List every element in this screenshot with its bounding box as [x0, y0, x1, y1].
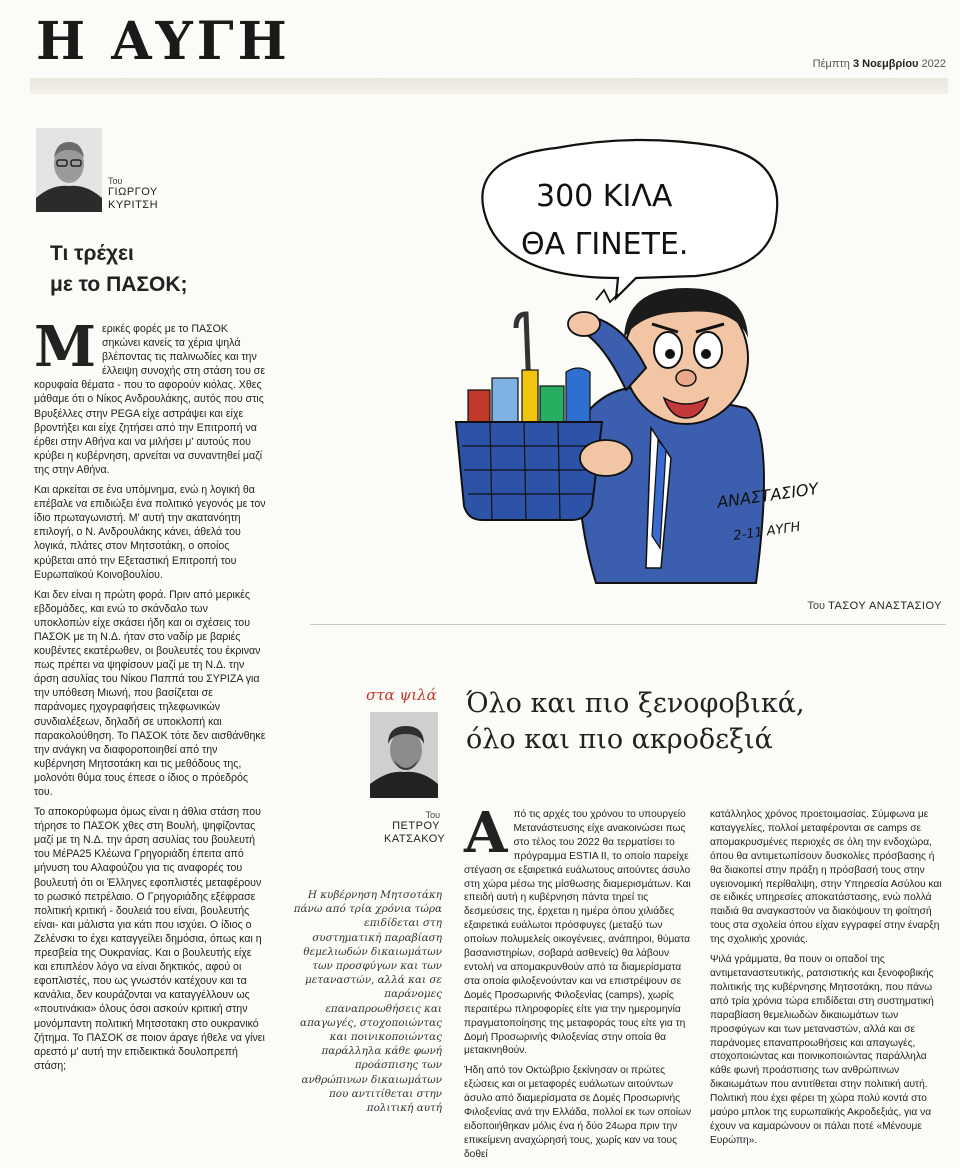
byline-kyritsis [108, 176, 158, 212]
issue-date [813, 58, 946, 70]
speech-bubble-shape [482, 140, 777, 298]
cartoon-credit [807, 600, 942, 612]
issue-day: Πέμπτη [812, 58, 850, 70]
right-col1-paragraph-1-text: πό τις αρχές του χρόνου το υπουργείο Μετανάστευσης είχε ανακοινώσει πως στο τέλος του 2022 θα τερματίσει το πρόγραμμα ESTIA II, το οποίο παρείχε στέγαση σε εξαιρετικά ευάλωτους αιτούντες άσυλο στη χώρα μέσω της μίσθωσης διαμερισμάτων. Και επειδή αυτή η κυβέρνηση πάντα τηρεί τις δεσμεύσεις της, έρχεται η ημέρα όπου χιλιάδες εξαιρετικά ευάλωτοι πρόσφυγες (μεταξύ των οποίων πολυμελείς οικογένειες, ανάπηροι, θύματα βασανιστηρίων, σοβαρά ασθενείς) θα λάβουν εντολή να απομακρυνθούν από τα διαμερίσματα στα οποία φιλοξενούνταν και να επιστρέψουν σε Δομές Προσωρινής Φιλοξενίας (camps), χωρίς περαιτέρω πληροφορίες είτε για την ημερομηνία πραγματοποίησης της μεταφοράς τους είτε για τη Δομή Προσωρινής Φιλοξενίας στην οποία θα μετακινηθούν. [464, 809, 691, 1057]
left-paragraph-3: Και δεν είναι η πρώτη φορά. Πριν από μερικές εβδομάδες, και ενώ το σκάνδαλο των υποκλοπών είχε σκάσει ήδη και οι σχέσεις του ΠΑΣΟΚ με τη Ν.Δ. ήταν στο ναδίρ με βαριές κουβέντες εκατέρωθεν, οι βουλευτές του έκριναν πως πρέπει να ψηφίσουν μαζί με τη Ν.Δ. την άρση ασυλίας του Νίκου Παππά του ΣΥΡΙΖΑ για την υπόθεση Μιωνή, που βασίζεται σε παράνομες ηχογραφήσεις τηλεφωνικών συνδιαλέξεων, δηλαδή σε υποκλοπή και παρακολούθηση. Το ΠΑΣΟΚ τότε δεν αισθάνθηκε την ανάγκη να διαφοροποιηθεί από την κυβέρνηση Μητσοτάκη και τις μεθόδους της, μολονότι θύμα τους έπεσε ο ίδιος ο πρόεδρός του. [34, 588, 266, 798]
left-paragraph-2: Και αρκείται σε ένα υπόμνημα, ενώ η λογική θα επέβαλε να επιδιώξει ένα πολιτικό γεγονός με τον ίδιο πρωταγωνιστή. Μ' αυτή την ακατανόητη επιλογή, ο Ν. Ανδρουλάκης κάνει, άθελά του λογικά, πλάτες στον Μητσοτάκη, ο οποίος κρύβεται από την Εξεταστική Επιτροπή του Ευρωπαϊκού Κοινοβουλίου. [34, 484, 266, 581]
author-photo-kyritsis [36, 128, 102, 212]
issue-day-month: 3 Νοεμβρίου [852, 58, 919, 70]
cartoon-drawing [446, 128, 826, 588]
right-article-column-1 [464, 800, 698, 1168]
issue-year: 2022 [921, 58, 946, 70]
right-col1-paragraph-2: Ήδη από τον Οκτώβριο ξεκίνησαν οι πρώτες εξώσεις και οι μεταφορές ευάλωτων αιτούντων άσυλο από διαμερίσματα σε Δομές Προσωρινής Φιλοξενίας ανά την Ελλάδα, πολλοί εκ των οποίων ειδοποιήθηκαν μόλις ένα ή δύο 24ωρα πριν την επικείμενη αναχώρησή τους, χωρίς καν να τους δοθεί [464, 1065, 692, 1160]
right-headline [466, 686, 805, 758]
byline-name-last: ΚΑΤΣΑΚΟΥ [384, 833, 446, 845]
right-headline-line1: Όλο και πιο ξενοφοβικά, [466, 688, 805, 719]
speech-line-2: ΘΑ ΓΙΝΕΤΕ. [521, 227, 689, 262]
right-dropcap: Α [464, 800, 508, 866]
author-portrait-icon [370, 712, 438, 798]
speech-line-1: 300 ΚΙΛΑ [536, 179, 673, 214]
left-article-body [34, 314, 266, 1079]
masthead-bar [30, 78, 948, 94]
left-headline-line2: με το ΠΑΣΟΚ; [50, 273, 188, 296]
left-paragraph-1 [34, 314, 266, 477]
right-col2-paragraph-2: Ψιλά γράμματα, θα πουν οι οπαδοί της αντιμεταναστευτικής, ρατσιστικής και ξενοφοβικής πολιτικής της κυβέρνησης Μητσοτάκη, που πάνω από τρία χρόνια τώρα επιδίδεται στη συστηματική παραβίαση θεμελιωδών δικαιωμάτων των προσφύγων και των μεταναστών, αλλά και σε παράνομες επαναπροωθήσεις και απαγωγές, στοχοποιώντας και ποινικοποιώντας παράλληλα κάθε φωνή προάσπισης των ανθρώπινων δικαιωμάτων που αντιτίθεται στην πολιτική αυτή. Πολιτική που έχει φέρει τη χώρα πολύ κοντά στο μαύρο μπλοκ της ευρωπαϊκής Ακροδεξιάς, για να έχουν να καμαρώνουν οι πάλαι ποτέ «Μένουμε Ευρώπη». [710, 954, 934, 1146]
pull-quote: Η κυβέρνηση Μητσοτάκη πάνω από τρία χρόνια τώρα επιδίδεται στη συστηματική παραβίαση θεμελιωδών δικαιωμάτων των προσφύγων και των μεταναστών, αλλά και σε παράνομες επαναπροωθήσεις και απαγωγές, στοχοποιώντας και ποινικοποιώντας παράλληλα κάθε φωνή προάσπισης των ανθρώπινων δικαιωμάτων που αντιτίθεται στην πολιτική αυτή [293, 889, 442, 1115]
left-paragraph-1-text: ερικές φορές με το ΠΑΣΟΚ σηκώνει κανείς τα χέρια ψηλά βλέποντας τις παλινωδίες και την έλλειψη συνοχής στη στάση του σε κορυφαία θέματα - που το αφορούν κιόλας. Χθες μάθαμε ότι ο Νίκος Ανδρουλάκης, αυτός που στις Βρυξέλλες στην PEGA είχε αστράψει και είχε βροντήξει και είχε ζητήσει από την Επιτροπή να έρθει στην Αθήνα και να μιλήσει μ' αυτούς που κρύβει η κυβέρνηση, αρνείται να συναντηθεί μαζί της στην Αθήνα. [34, 323, 266, 476]
byline-prefix: Του [108, 176, 123, 186]
byline-name-last: ΚΥΡΙΤΣΗ [108, 199, 159, 211]
masthead-title: Η ΑΥΓΗ [36, 11, 291, 72]
cartoon-signature-sub: 2-11 ΑΥΓΗ [732, 519, 802, 544]
left-paragraph-4: Το αποκορύφωμα όμως είναι η άθλια στάση που τήρησε το ΠΑΣΟΚ χθες στη Βουλή, ψηφίζοντας μαζί με τη Ν.Δ. την άρση ασυλίας του βουλευτή του ΜέΡΑ25 Κλέωνα Γρηγοριάδη έπειτα από μήνυση του Αλαφούζου για τις αναφορές του βουλευτή ότι οι Έλληνες εφοπλιστές μεταφέρουν το ρωσικό πετρέλαιο. Ο Γρηγοριάδης εξέφρασε πολιτική κριτική - δουλειά του είναι, βουλευτής είναι- και μάλιστα για κάτι που ισχύει. Ο ίδιος ο Ζελένσκι το έχει καταγγείλει δημόσια, όπως και η πρεσβεία της Ουκρανίας. Και ο βουλευτής είχε και επιπλέον λόγο να είναι δηκτικός, αφού οι εφοπλιστές, που ως γνωστόν κατέχουν και τα κανάλια, δεν κουράζονται να καταγγέλλουν ως «πουτινάκια» όλους όσοι ασκούν κριτική στην μονόμπαντη πολιτική Μητσοτακη στο ουκρανικό ζήτημα. Το ΠΑΣΟΚ σε ποιον άραγε ήθελε να γίνει αρεστό μ' αυτή την επιδεικτικά δουλοπρεπή στάση; [34, 806, 265, 1072]
cartoon-signature: ΑΝΑΣΤΑΣΙΟΥ [715, 478, 820, 512]
byline-name-first: ΓΙΩΡΓΟΥ [108, 186, 158, 198]
byline-name-first: ΠΕΤΡΟΥ [392, 820, 440, 832]
byline-prefix: Του [425, 810, 440, 820]
cartoon-credit-prefix: Του [807, 600, 826, 612]
section-divider [310, 624, 946, 625]
cartoon [446, 128, 826, 588]
right-col2-paragraph-1: κατάλληλος χρόνος προετοιμασίας. Σύμφωνα με καταγγελίες, πολλοί μεταφέρονται σε camps σε απομακρυσμένες περιοχές σε όλη την ενδοχώρα, όπου θα αντιμετωπίσουν δυσκολίες πρόσβασης ή θα διακοπεί στην πράξη η πρόσβασή τους στην υγειονομική περίθαλψη, στην Υπηρεσία Ασύλου και σε ειδικές υπηρεσίες αποκατάστασης, ενώ πολλά παιδιά θα αναγκαστούν να διακόψουν τη φοίτησή τους στα σχολεία όπου είχαν εγγραφεί στην έναρξη της σχολικής χρονιάς. [710, 809, 942, 946]
right-col1-paragraph-1 [464, 800, 698, 1058]
right-headline-line2: όλο και πιο ακροδεξιά [466, 724, 773, 755]
right-article-column-2 [710, 808, 946, 1154]
section-kicker: στα ψιλά [366, 686, 437, 704]
author-portrait-icon [36, 128, 102, 212]
left-headline-line1: Τι τρέχει [50, 242, 134, 265]
byline-katsakos [384, 810, 446, 846]
left-headline [50, 238, 188, 300]
cartoon-credit-name: ΤΑΣΟΥ ΑΝΑΣΤΑΣΙΟΥ [828, 600, 942, 612]
left-dropcap: Μ [34, 314, 96, 380]
author-photo-katsakos [370, 712, 438, 798]
